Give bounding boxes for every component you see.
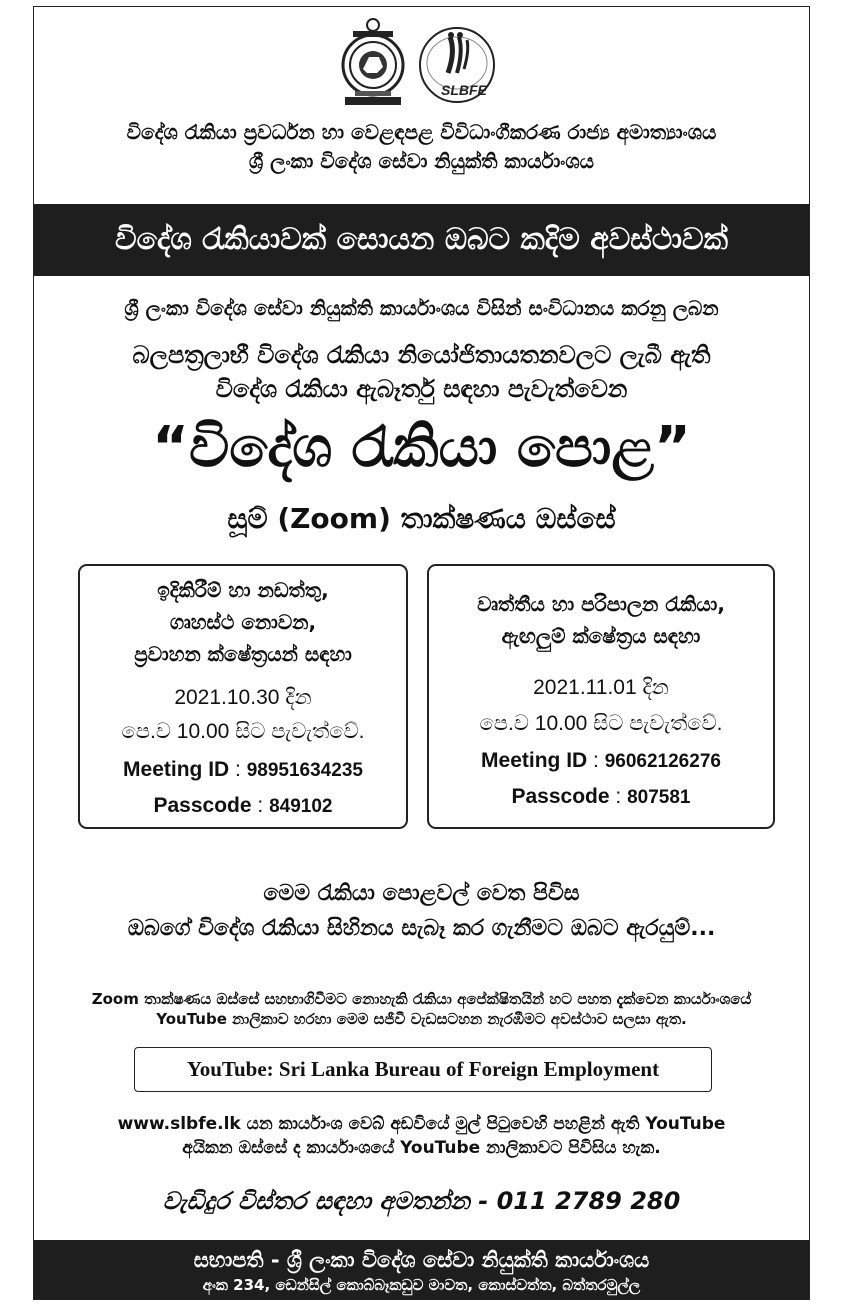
intro-line-2: බලපත්‍රලාභී විදේශ රැකියා නියෝජිතායතනවලට ලැබී ඇති bbox=[132, 341, 711, 369]
job-fair-title: “විදේශ රැකියා පොළ” bbox=[152, 415, 691, 480]
zoom-line: සූම් (Zoom) තාක්ෂණය ඔස්සේ bbox=[227, 502, 616, 535]
youtube-label: YouTube: bbox=[186, 1057, 274, 1081]
session-box-1 bbox=[78, 564, 408, 829]
bureau-name: ශ්‍රී ලංකා විදේශ සේවා නියුක්ති කාර්යාංශය bbox=[248, 149, 595, 173]
sector-line: වෘත්තීය හා පරිපාලන රැකියා, bbox=[477, 592, 725, 616]
website-line-2: අයිකන ඔස්සේ ද කාර්යාංශයේ YouTube නාලිකාවට පිවිසිය හැක. bbox=[182, 1138, 661, 1158]
sector-line: ගෘහස්ථ නොවන, bbox=[169, 610, 317, 634]
youtube-notice-line-2: YouTube නාලිකාව හරහා මෙම සජීවී වැඩසටහන නැරඹීමට අවස්ථාව සලසා ඇත. bbox=[156, 1010, 687, 1028]
ministry-name: විදේශ රැකියා ප්‍රවර්ධන හා වෙළඳපළ විවිධාංගීකරණ රාජ්‍ය අමාත්‍යාංශය bbox=[126, 120, 717, 144]
youtube-notice-line-1: Zoom තාක්ෂණය ඔස්සේ සහභාගිවීමට නොහැකි රැකියා අපේක්ෂිතයින් හට පහත දැක්වෙන කාර්යාංශයේ bbox=[91, 990, 752, 1008]
website-line-1: www.slbfe.lk යන කාර්යාංශ වෙබ් අඩවියේ මුල් පිටුවෙහි පහළින් ඇති YouTube bbox=[117, 1114, 726, 1134]
session-date: 2021.11.01 දින bbox=[533, 676, 669, 699]
footer-bar bbox=[34, 1240, 809, 1300]
passcode[interactable]: 849102 bbox=[269, 796, 333, 817]
meeting-id[interactable]: 96062126276 bbox=[604, 751, 721, 772]
logo-row bbox=[34, 15, 809, 111]
footer-title: සභාපති - ශ්‍රී ලංකා විදේශ සේවා නියුක්ති කාර්යාංශය bbox=[193, 1248, 650, 1272]
sri-lanka-emblem-icon bbox=[339, 17, 407, 109]
passcode-row: Passcode : 807581 bbox=[511, 785, 691, 808]
hotline-number[interactable]: වැඩිදුර විස්තර සඳහා අමතන්න - 011 2789 280 bbox=[162, 1187, 681, 1215]
meeting-id-row: Meeting ID : 96062126276 bbox=[481, 749, 721, 772]
passcode-label: Passcode bbox=[153, 794, 252, 817]
footer-address: අංක 234, ඩෙන්සිල් කොබ්බෑකඩුව මාවත, කොස්වත්ත, බත්තරමුල්ල bbox=[202, 1276, 641, 1294]
sector-line: ඇඟලුම් ක්ෂේත්‍රය සඳහා bbox=[501, 624, 701, 648]
meeting-id-row: Meeting ID : 98951634235 bbox=[123, 758, 363, 781]
advertisement-page bbox=[33, 6, 810, 1300]
headline-banner: විදේශ රැකියාවක් සොයන ඔබට කදිම අවස්ථාවක් bbox=[34, 204, 809, 276]
sector-line: ප්‍රවාහන ක්ෂේත්‍රයන් සඳහා bbox=[134, 642, 352, 666]
passcode-row: Passcode : 849102 bbox=[153, 794, 333, 817]
session-box-2 bbox=[427, 564, 775, 829]
session-date: 2021.10.30 දින bbox=[174, 686, 312, 709]
organizer-line: ශ්‍රී ලංකා විදේශ සේවා නියුක්ති කාර්යාංශය විසින් සංවිධානය කරනු ලබන bbox=[124, 296, 719, 320]
meeting-id[interactable]: 98951634235 bbox=[246, 760, 363, 781]
passcode-label: Passcode bbox=[511, 785, 610, 808]
invitation-line-2: ඔබගේ විදේශ රැකියා සිහිනය සැබෑ කර ගැනීමට ඔබට ඇරයුම්... bbox=[127, 916, 716, 941]
sector-line: ඉදිකිරීම් හා නඩත්තු, bbox=[157, 578, 329, 602]
meeting-id-label: Meeting ID bbox=[481, 749, 588, 772]
youtube-channel-name: Sri Lanka Bureau of Foreign Employment bbox=[278, 1057, 660, 1081]
meeting-id-label: Meeting ID bbox=[123, 758, 230, 781]
session-time: පෙ.ව 10.00 සිට පැවැත්වේ. bbox=[479, 712, 723, 735]
youtube-channel-box[interactable] bbox=[134, 1047, 712, 1092]
intro-line-3: විදේශ රැකියා ඇබෑර්තු සඳහා පැවැත්වෙන bbox=[215, 375, 628, 403]
session-time: පෙ.ව 10.00 සිට පැවැත්වේ. bbox=[121, 720, 365, 743]
passcode[interactable]: 807581 bbox=[627, 787, 691, 808]
invitation-line-1: මෙම රැකියා පොළවල් වෙත පිවිස bbox=[263, 881, 580, 906]
svg-text:SLBFE: SLBFE bbox=[441, 82, 487, 98]
slbfe-logo-icon bbox=[417, 25, 497, 105]
